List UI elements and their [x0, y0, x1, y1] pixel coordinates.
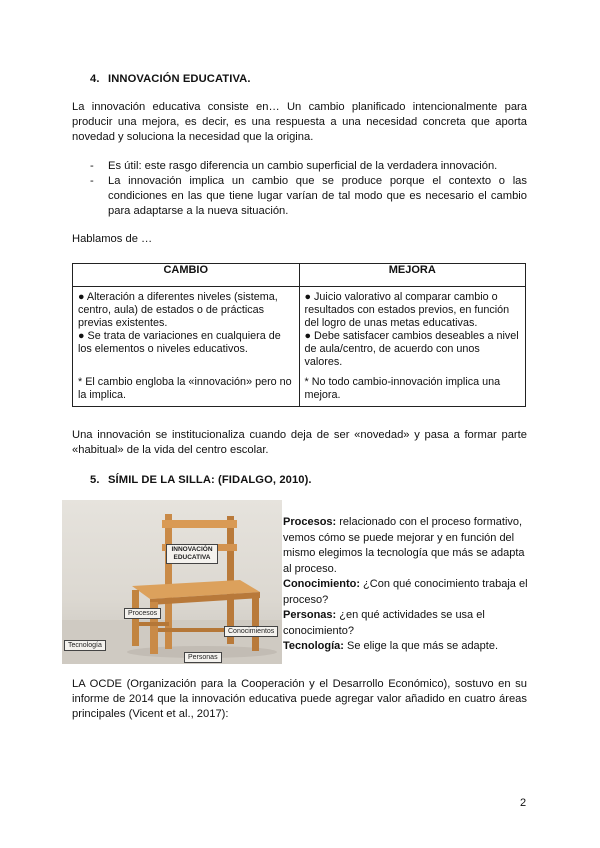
section-4-heading: 4. INNOVACIÓN EDUCATIVA. — [90, 73, 251, 85]
cambio-note: * El cambio engloba la «innovación» pero no la implica. — [78, 376, 292, 401]
mejora-cell — [299, 287, 526, 407]
cambio-cell — [73, 287, 300, 407]
list-item: - La innovación implica un cambio que se produce porque el contexto o las condiciones en las que tiene lugar varían de tal modo que es necesario el cambio para adaptarse a la nueva situación. — [90, 174, 527, 219]
list-item: - Es útil: este rasgo diferencia un cambio superficial de la verdadera innovación. — [90, 159, 527, 174]
legend-personas: Personas: ¿en qué actividades se usa el conocimiento? — [283, 609, 485, 637]
label-personas: Personas — [184, 652, 222, 663]
institucionaliza-paragraph: Una innovación se institucionaliza cuando deja de ser «novedad» y pasa a formar parte «habitual» de la vida del centro escolar. — [72, 429, 527, 456]
label-tecnologia: Tecnología — [64, 640, 106, 651]
mejora-item: ● Juicio valorativo al comparar cambio o resultados con estados previos, en función del logro de unas metas educativas. — [304, 291, 510, 329]
table-header-mejora: MEJORA — [299, 264, 526, 287]
cambio-item: ● Se trata de variaciones en cualquiera de los elementos o niveles educativos. — [78, 330, 281, 355]
legend-conocimiento: Conocimiento: ¿Con qué conocimiento trabaja el proceso? — [283, 578, 528, 606]
section-4-intro: La innovación educativa consiste en… Un cambio planificado intencionalmente para producir una mejora, es decir, es una respuesta a una necesidad concreta que aporta novedad y soluciona la necesidad que la origina. — [72, 101, 527, 143]
section-5-heading: 5. SÍMIL DE LA SILLA: (FIDALGO, 2010). — [90, 474, 312, 486]
ocde-paragraph: LA OCDE (Organización para la Cooperación y el Desarrollo Económico), sostuvo en su informe de 2014 que la innovación educativa puede agregar valor añadido en cuatro áreas principales (Vicent et al., 2017): — [72, 678, 527, 720]
label-conocimientos: Conocimientos — [224, 626, 278, 637]
legend-procesos: Procesos: relacionado con el proceso formativo, vemos cómo se puede mejorar y en función del mismo elegimos la tecnología que más se adapta al proceso. — [283, 516, 525, 575]
section-4-bullets — [90, 159, 527, 219]
hablamos-de-lead: Hablamos de … — [72, 233, 153, 245]
page-number: 2 — [520, 797, 527, 809]
label-procesos: Procesos — [124, 608, 161, 619]
cambio-item: ● Alteración a diferentes niveles (sistema, centro, aula) de estados o de prácticas previas existentes. — [78, 291, 278, 329]
chair-legend — [283, 515, 528, 655]
table-header-cambio: CAMBIO — [73, 264, 300, 287]
chair-image — [62, 500, 282, 664]
mejora-item: ● Debe satisfacer cambios deseables a nivel de aula/centro, de acuerdo con unos valores. — [304, 330, 519, 368]
legend-tecnologia: Tecnología: Se elige la que más se adapte. — [283, 640, 499, 652]
mejora-note: * No todo cambio-innovación implica una mejora. — [304, 376, 501, 401]
label-innovacion-educativa: INNOVACIÓN EDUCATIVA — [166, 544, 218, 564]
cambio-mejora-table — [72, 263, 526, 407]
